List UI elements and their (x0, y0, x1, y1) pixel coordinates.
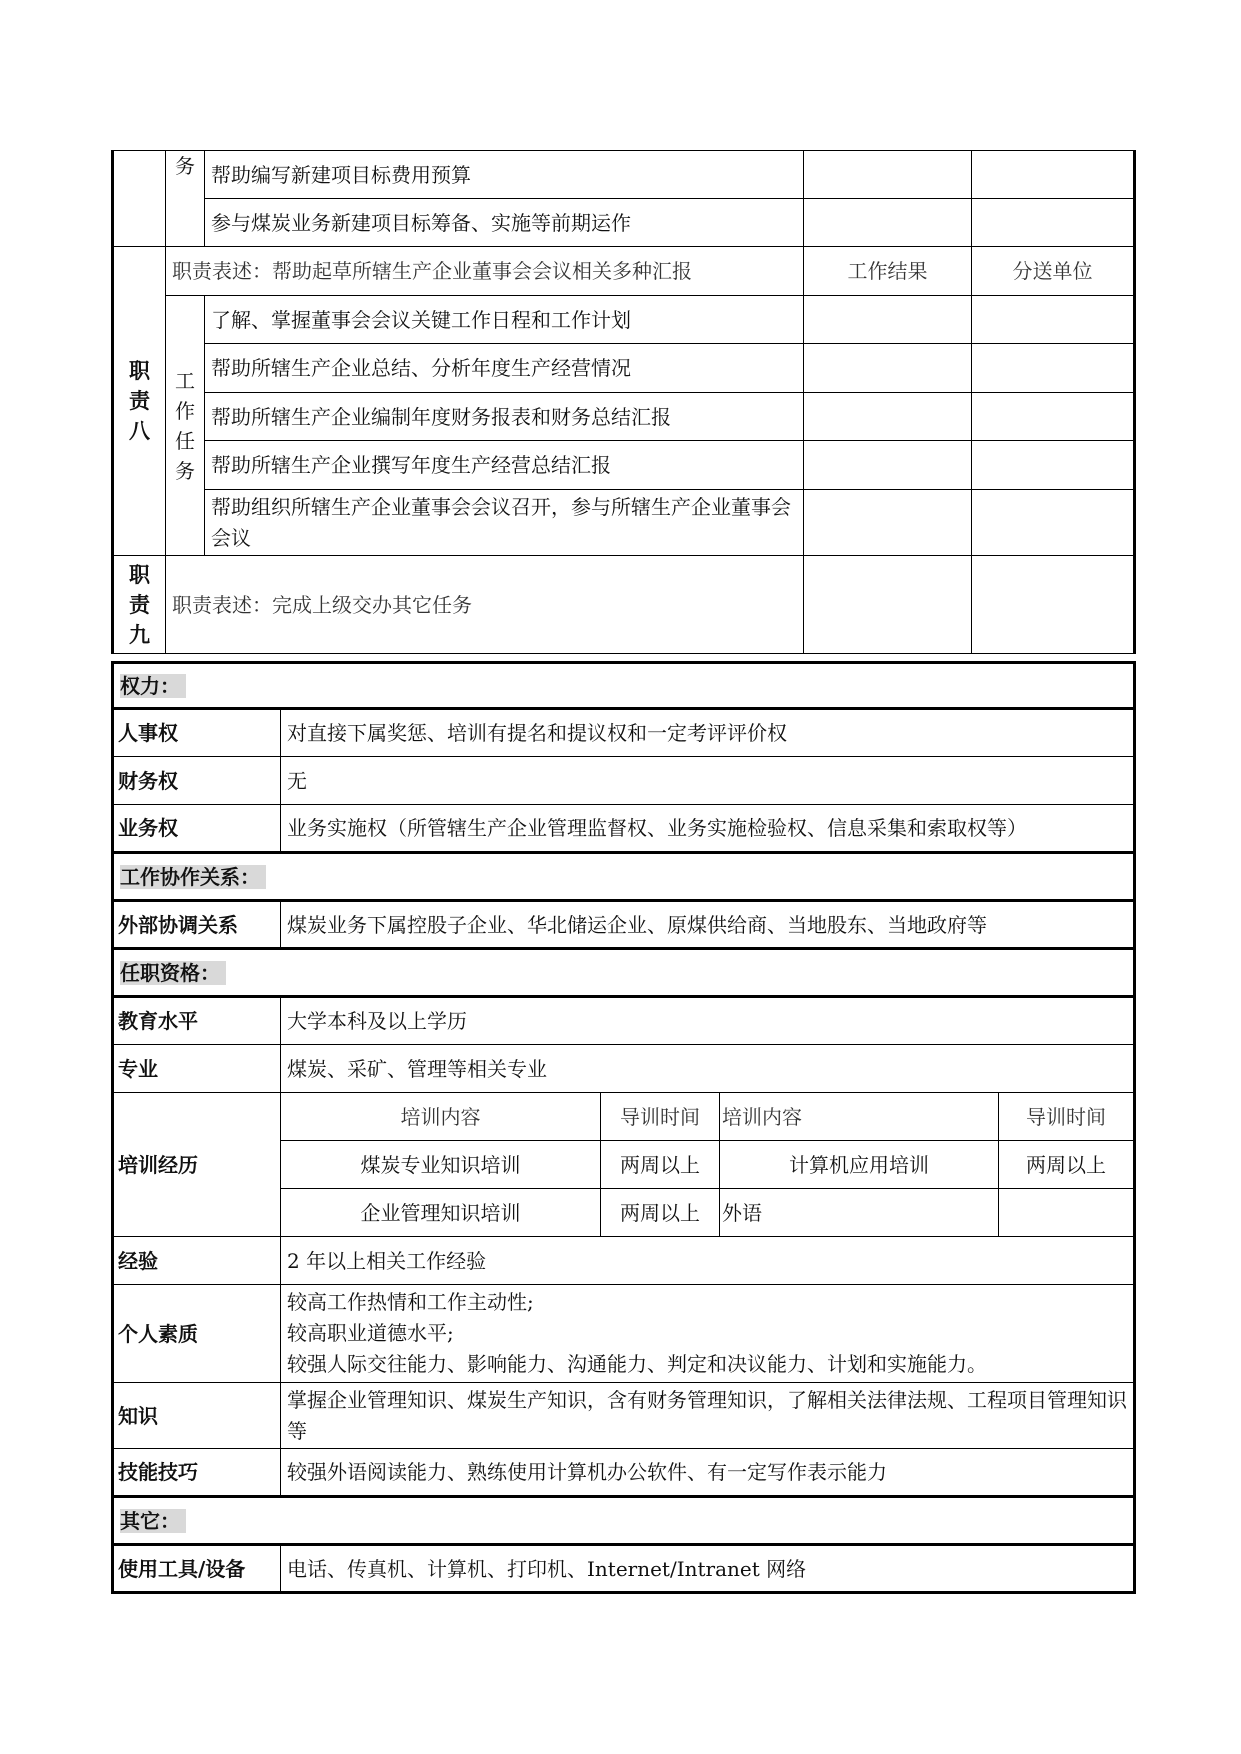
duties-table (111, 150, 1136, 654)
skills-value: 较强外语阅读能力、熟练使用计算机办公软件、有一定写作表示能力 (281, 1449, 1135, 1497)
cooperation-title-text: 工作协作关系： (120, 865, 266, 889)
training-header-content-1: 培训内容 (281, 1093, 601, 1141)
training-row-2-content-2: 外语 (720, 1189, 999, 1237)
training-header-content-2: 培训内容 (720, 1093, 999, 1141)
work-result-header: 工作结果 (804, 247, 972, 296)
training-row-2-time-1: 两周以上 (601, 1189, 720, 1237)
task-1-result (804, 296, 972, 344)
duty-9-char-1: 职 (129, 562, 150, 587)
duty-9-char-2: 责 (129, 592, 150, 617)
prev-task-2-result (804, 199, 972, 247)
duty-8-task-5: 帮助组织所辖生产企业董事会会议召开，参与所辖生产企业董事会会议 (205, 490, 804, 556)
prev-task-1: 帮助编写新建项目标费用预算 (205, 151, 804, 199)
personnel-authority-label: 人事权 (113, 709, 281, 757)
task-5-dept (972, 490, 1135, 556)
duty-9-label (113, 556, 166, 654)
duty-8-char-2: 责 (129, 389, 150, 413)
prev-task-1-result (804, 151, 972, 199)
personal-quality-line-1: 较高工作热情和工作主动性; (287, 1290, 534, 1314)
knowledge-value: 掌握企业管理知识、煤炭生产知识，含有财务管理知识，了解相关法律法规、工程项目管理知识等 (281, 1383, 1135, 1449)
task-label-char-2: 作 (175, 398, 195, 423)
qualification-title-text: 任职资格： (120, 961, 226, 985)
task-3-result (804, 393, 972, 441)
duty-8-task-1: 了解、掌握董事会会议关键工作日程和工作计划 (205, 296, 804, 344)
authority-title-text: 权力： (120, 674, 186, 698)
task-5-result (804, 490, 972, 556)
education-value: 大学本科及以上学历 (281, 997, 1135, 1045)
task-3-dept (972, 393, 1135, 441)
major-label: 专业 (113, 1045, 281, 1093)
authority-section-title (113, 663, 1135, 709)
training-row-1-content-2: 计算机应用培训 (720, 1141, 999, 1189)
external-relations-label: 外部协调关系 (113, 901, 281, 949)
duty-8-task-2: 帮助所辖生产企业总结、分析年度生产经营情况 (205, 344, 804, 393)
business-authority-label: 业务权 (113, 805, 281, 853)
training-row-2-content-1: 企业管理知识培训 (281, 1189, 601, 1237)
tools-value: 电话、传真机、计算机、打印机、Internet/Intranet 网络 (281, 1545, 1135, 1593)
duty-8-task-3: 帮助所辖生产企业编制年度财务报表和财务总结汇报 (205, 393, 804, 441)
duty-9-char-3: 九 (129, 622, 150, 647)
education-label: 教育水平 (113, 997, 281, 1045)
duty-8-char-1: 职 (129, 359, 150, 383)
qualification-section-title (113, 949, 1135, 997)
cooperation-section-title (113, 853, 1135, 901)
qualification-table (111, 661, 1136, 1594)
duty-9-result (804, 556, 972, 654)
duty-8-task-label (166, 296, 205, 556)
training-header-time-2: 导训时间 (999, 1093, 1135, 1141)
prev-duty-label-cell (113, 151, 166, 247)
knowledge-label: 知识 (113, 1383, 281, 1449)
business-authority-value: 业务实施权（所管辖生产企业管理监督权、业务实施检验权、信息采集和索取权等） (281, 805, 1135, 853)
personal-quality-value (281, 1285, 1135, 1383)
duty-8-task-4: 帮助所辖生产企业撰写年度生产经营总结汇报 (205, 441, 804, 490)
prev-task-2: 参与煤炭业务新建项目标筹备、实施等前期运作 (205, 199, 804, 247)
personal-quality-line-3: 较强人际交往能力、影响能力、沟通能力、判定和决议能力、计划和实施能力。 (287, 1352, 987, 1376)
training-row-2-time-2 (999, 1189, 1135, 1237)
task-label-char-1: 工 (175, 368, 195, 393)
prev-task-label: 务 (166, 151, 205, 247)
external-relations-value: 煤炭业务下属控股子企业、华北储运企业、原煤供给商、当地股东、当地政府等 (281, 901, 1135, 949)
training-label: 培训经历 (113, 1093, 281, 1237)
task-2-dept (972, 344, 1135, 393)
prev-task-2-dept (972, 199, 1135, 247)
prev-task-1-dept (972, 151, 1135, 199)
duty-8-description: 职责表述：帮助起草所辖生产企业董事会会议相关多种汇报 (166, 247, 804, 296)
training-row-1-content-1: 煤炭专业知识培训 (281, 1141, 601, 1189)
experience-label: 经验 (113, 1237, 281, 1285)
duty-8-char-3: 八 (129, 419, 150, 443)
duty-9-description: 职责表述：完成上级交办其它任务 (166, 556, 804, 654)
major-value: 煤炭、采矿、管理等相关专业 (281, 1045, 1135, 1093)
duty-8-label (113, 247, 166, 556)
task-label-char-3: 任 (175, 428, 195, 453)
dept-header: 分送单位 (972, 247, 1135, 296)
personal-quality-line-2: 较高职业道德水平; (287, 1321, 454, 1345)
experience-value: 2 年以上相关工作经验 (281, 1237, 1135, 1285)
tools-label: 使用工具/设备 (113, 1545, 281, 1593)
task-4-dept (972, 441, 1135, 490)
training-header-time-1: 导训时间 (601, 1093, 720, 1141)
skills-label: 技能技巧 (113, 1449, 281, 1497)
training-row-1-time-1: 两周以上 (601, 1141, 720, 1189)
other-title-text: 其它： (120, 1509, 186, 1533)
duty-9-dept (972, 556, 1135, 654)
task-2-result (804, 344, 972, 393)
training-row-1-time-2: 两周以上 (999, 1141, 1135, 1189)
finance-authority-value: 无 (281, 757, 1135, 805)
finance-authority-label: 财务权 (113, 757, 281, 805)
personnel-authority-value: 对直接下属奖惩、培训有提名和提议权和一定考评评价权 (281, 709, 1135, 757)
task-1-dept (972, 296, 1135, 344)
task-4-result (804, 441, 972, 490)
personal-quality-label: 个人素质 (113, 1285, 281, 1383)
task-label-char-4: 务 (175, 458, 195, 483)
other-section-title (113, 1497, 1135, 1545)
